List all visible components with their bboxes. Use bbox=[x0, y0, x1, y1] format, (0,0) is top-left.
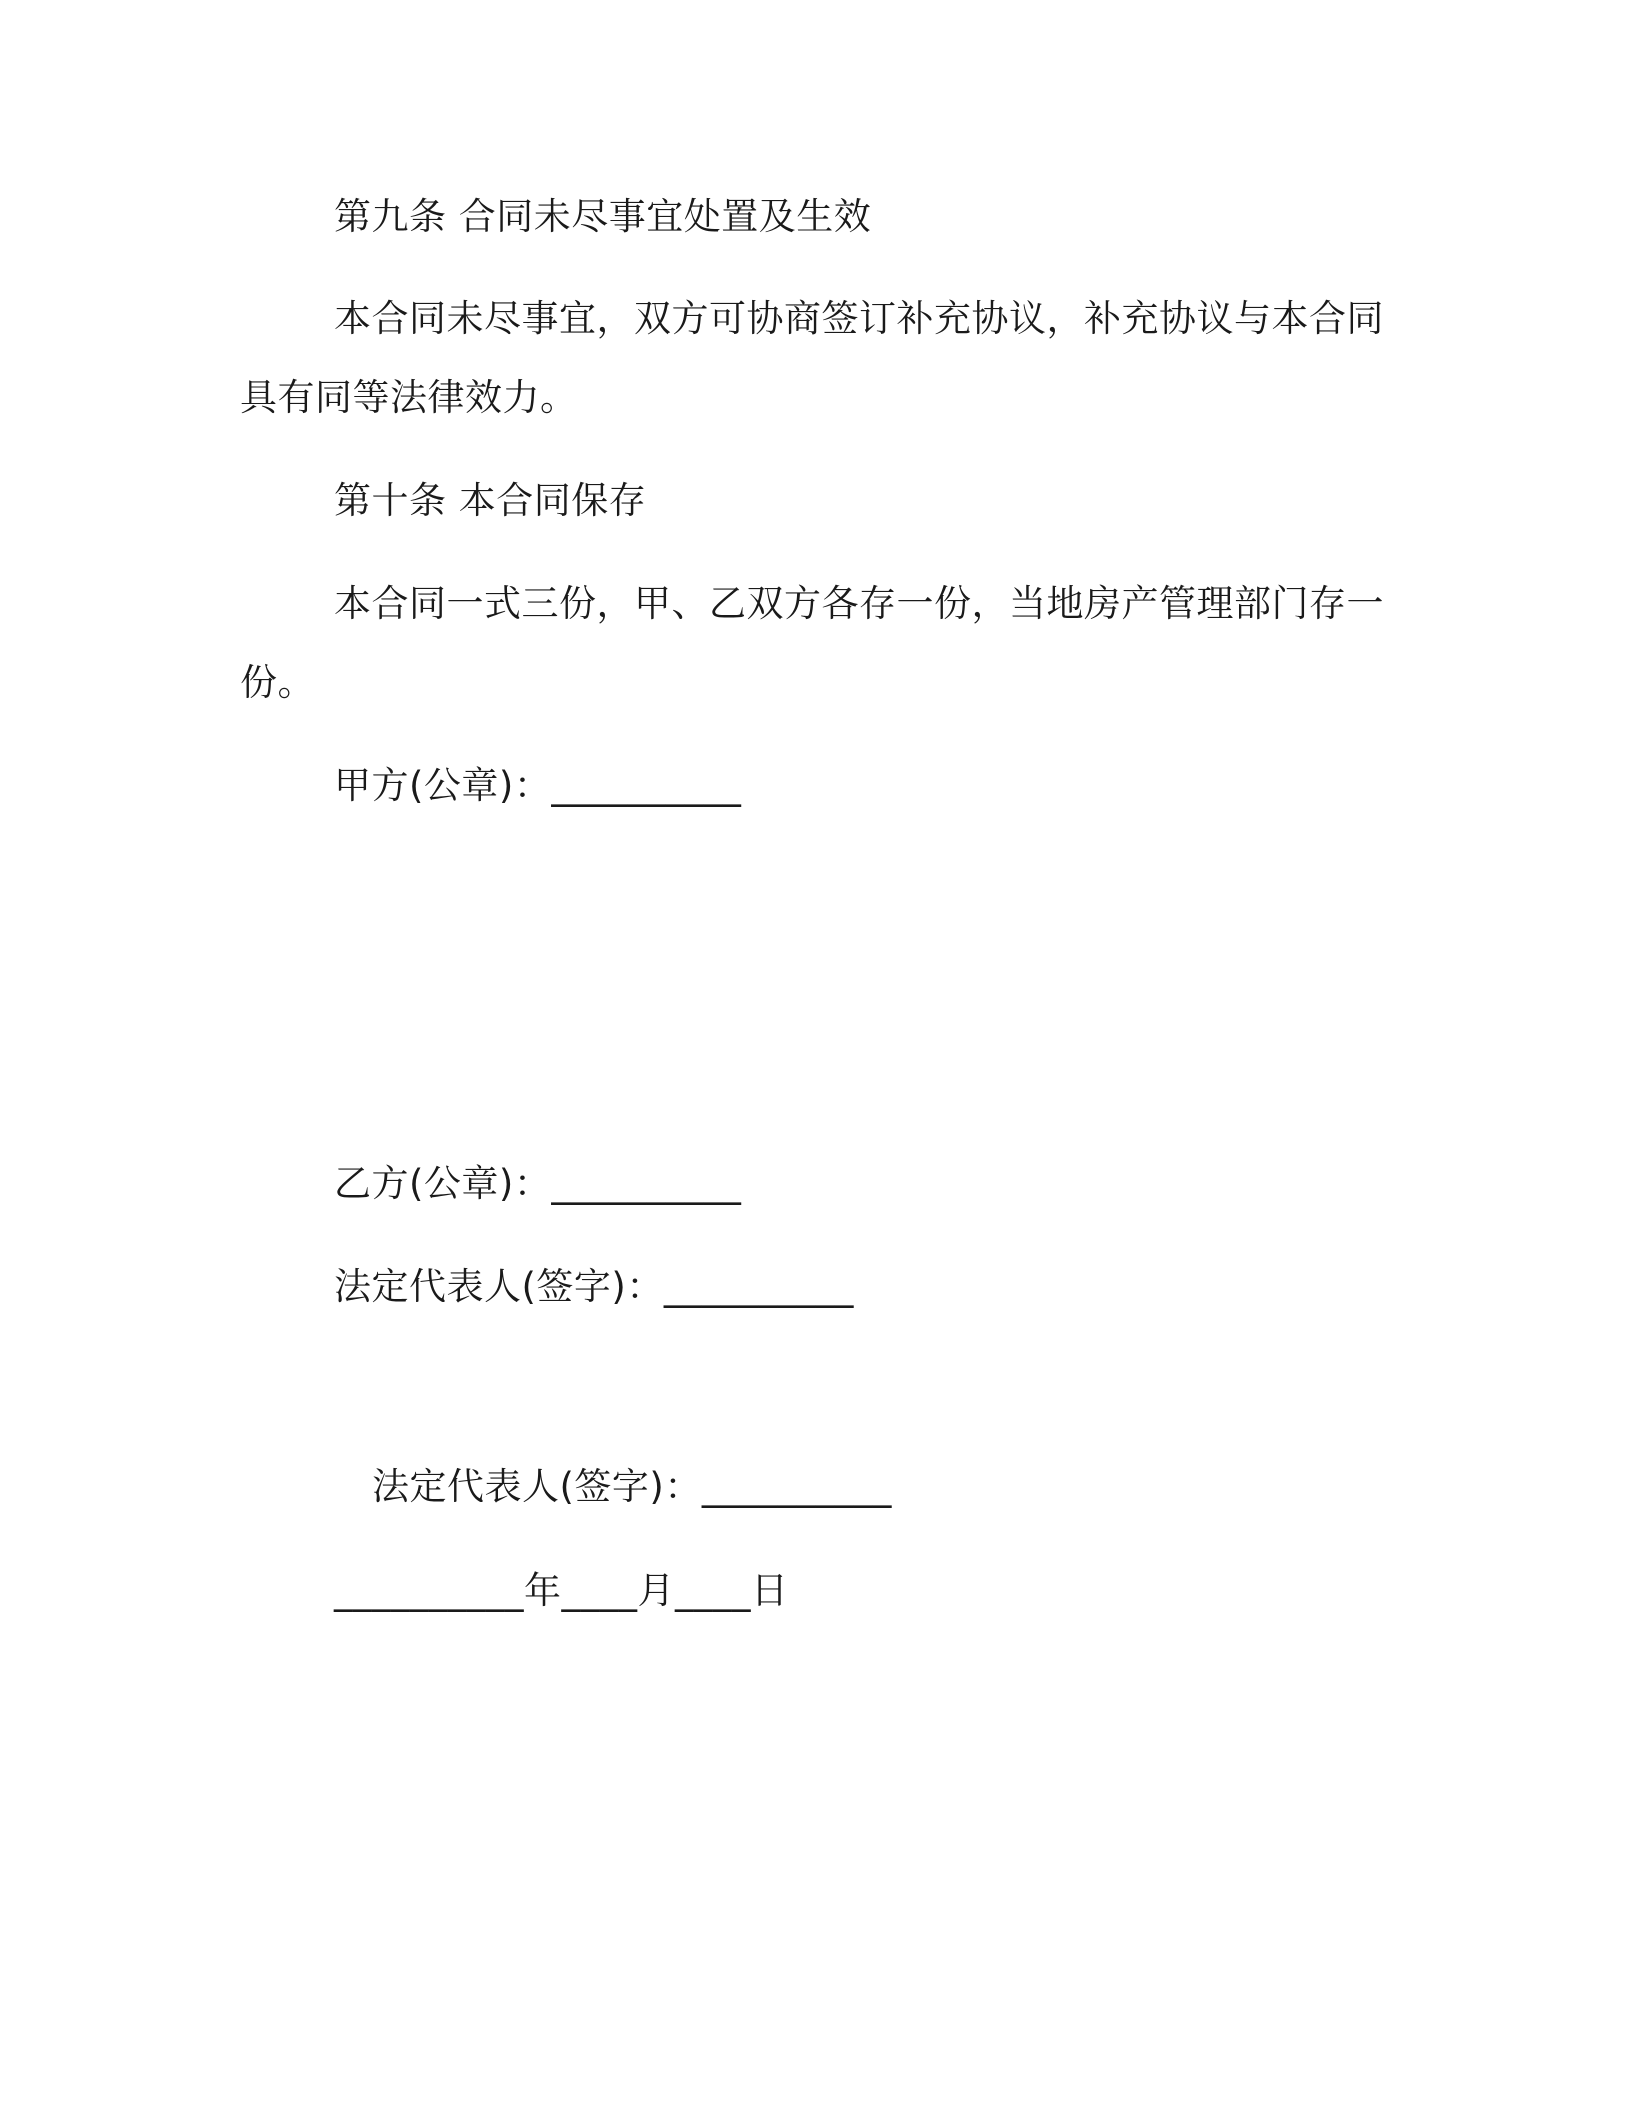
signing-date-line: __________年____月____日 bbox=[334, 1569, 789, 1612]
article-9-body-line-1: 本合同未尽事宜，双方可协商签订补充协议，补充协议与本合同 bbox=[334, 297, 1384, 340]
article-10-heading: 第十条 本合同保存 bbox=[334, 479, 647, 522]
article-9-body-line-2: 具有同等法律效力。 bbox=[240, 376, 578, 419]
article-10-body-line-2: 份。 bbox=[240, 661, 315, 704]
party-a-seal-line: 甲方(公章)：__________ bbox=[334, 764, 742, 807]
legal-representative-signature-line: 法定代表人(签字)：__________ bbox=[372, 1465, 892, 1508]
party-b-seal-line: 乙方(公章)：__________ bbox=[334, 1162, 742, 1205]
article-9-heading: 第九条 合同未尽事宜处置及生效 bbox=[334, 195, 872, 238]
article-10-body-line-1: 本合同一式三份，甲、乙双方各存一份，当地房产管理部门存一 bbox=[334, 582, 1384, 625]
legal-representative-signature-line: 法定代表人(签字)：__________ bbox=[334, 1265, 854, 1308]
